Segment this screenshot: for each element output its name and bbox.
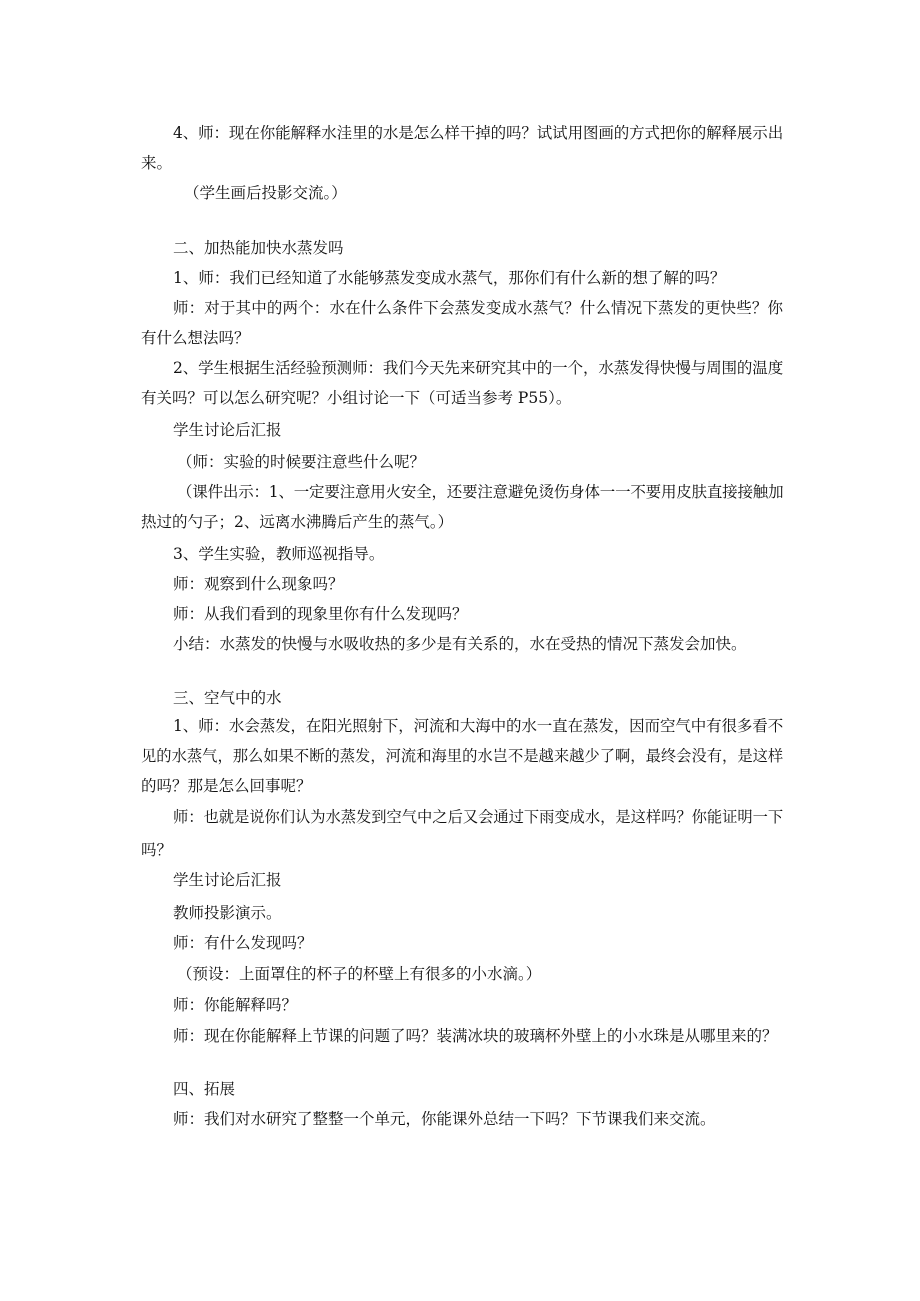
section-heading: 二、加热能加快水蒸发吗 (173, 239, 344, 257)
text-line: （课件出示：1、一定要注意用火安全，还要注意避免烫伤身体一一不要用皮肤直接接触加 (177, 483, 784, 501)
text-line: 2、学生根据生活经验预测师：我们今天先来研究其中的一个，水蒸发得快慢与周围的温度 (173, 359, 783, 377)
text-line: 小结：水蒸发的快慢与水吸收热的多少是有关系的，水在受热的情况下蒸发会加快。 (173, 635, 747, 653)
section-heading: 三、空气中的水 (173, 689, 282, 707)
text-line: 学生讨论后汇报 (173, 871, 282, 889)
text-line: 1、师：水会蒸发，在阳光照射下，河流和大海中的水一直在蒸发，因而空气中有很多看不 (173, 717, 783, 735)
text-line: （师：实验的时候要注意些什么呢？ (177, 453, 426, 471)
text-line: 师：从我们看到的现象里你有什么发现吗？ (173, 605, 468, 623)
text-line: 4、师：现在你能解释水洼里的水是怎么样干掉的吗？试试用图画的方式把你的解释展示出 (173, 124, 783, 142)
text-line: 有关吗？可以怎么研究呢？小组讨论一下（可适当参考 P55）。 (141, 389, 572, 407)
text-line: 师：观察到什么现象吗？ (173, 575, 344, 593)
text-line: 学生讨论后汇报 (173, 421, 282, 439)
text-line: 的吗？那是怎么回事呢？ (141, 777, 312, 795)
text-line: （学生画后投影交流。） (184, 184, 347, 202)
text-line: 热过的勺子；2、远离水沸腾后产生的蒸气。） (141, 513, 454, 531)
text-line: 师：有什么发现吗？ (173, 934, 313, 952)
text-line: 1、师：我们已经知道了水能够蒸发变成水蒸气，那你们有什么新的想了解的吗？ (173, 269, 726, 287)
text-line: 师：我们对水研究了整整一个单元，你能课外总结一下吗？下节课我们来交流。 (173, 1110, 716, 1128)
text-line: 3、学生实验，教师巡视指导。 (173, 545, 385, 563)
text-line: 师：你能解释吗？ (173, 996, 298, 1014)
text-line: 有什么想法吗？ (141, 329, 250, 347)
section-heading: 四、拓展 (173, 1080, 236, 1098)
text-line: 来。 (141, 154, 173, 172)
text-line: 教师投影演示。 (173, 904, 282, 922)
text-line: 师：也就是说你们认为水蒸发到空气中之后又会通过下雨变成水，是这样吗？你能证明一下 (173, 808, 783, 826)
text-line: 师：对于其中的两个：水在什么条件下会蒸发变成水蒸气？什么情况下蒸发的更快些？你 (173, 299, 783, 317)
text-line: （预设：上面罩住的杯子的杯壁上有很多的小水滴。） (177, 965, 542, 983)
text-line: 师：现在你能解释上节课的问题了吗？装满冰块的玻璃杯外壁上的小水珠是从哪里来的？ (173, 1027, 778, 1045)
text-line: 见的水蒸气，那么如果不断的蒸发，河流和海里的水岂不是越来越少了啊，最终会没有，是这样 (141, 747, 783, 765)
text-line: 吗？ (141, 841, 173, 859)
